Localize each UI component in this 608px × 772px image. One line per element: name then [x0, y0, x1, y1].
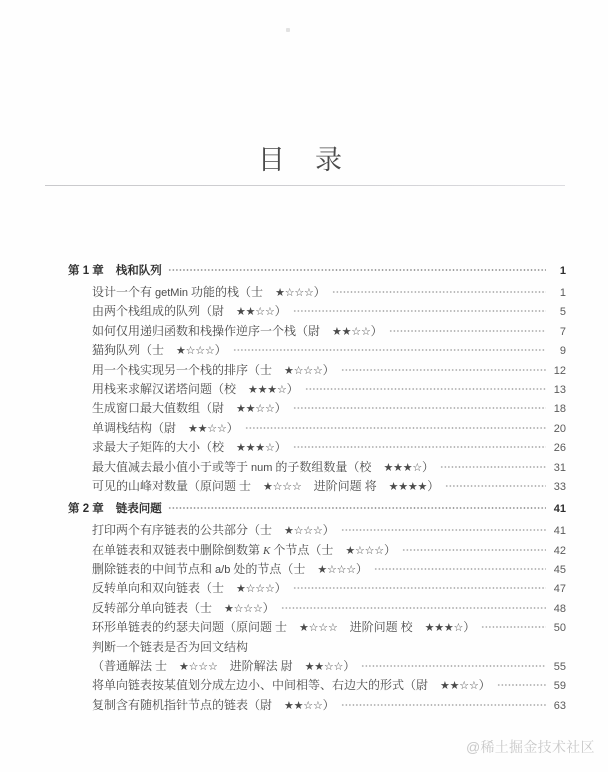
toc-entry-label: 判断一个链表是否为回文结构	[92, 639, 249, 654]
leader-dots	[374, 561, 546, 573]
toc-entry[interactable]	[0, 599, 608, 618]
page-number: 13	[553, 383, 566, 396]
toc-entry[interactable]	[0, 618, 608, 637]
difficulty-stars: ★★☆☆	[188, 422, 227, 435]
difficulty-stars: ★★★☆	[236, 442, 275, 455]
watermark: @稀土掘金技术社区	[466, 739, 595, 755]
toc-entry-label: 设计一个有 getMin 功能的栈（士 ★☆☆☆）	[92, 285, 326, 299]
difficulty-stars: ★★☆☆	[332, 325, 371, 338]
toc-entry-label: 单调栈结构（尉 ★★☆☆）	[92, 420, 239, 435]
toc-entry[interactable]	[0, 657, 608, 676]
title-divider	[45, 185, 565, 186]
difficulty-stars: ★☆☆☆	[263, 480, 302, 493]
inline-latin: num	[251, 461, 273, 474]
inline-latin: K	[263, 544, 271, 557]
difficulty-stars: ★★★★	[388, 480, 428, 493]
leader-dots	[293, 400, 546, 412]
page-number: 47	[553, 583, 566, 596]
difficulty-stars: ★☆☆☆	[224, 602, 263, 615]
toc-entry-label: 猫狗队列（士 ★☆☆☆）	[92, 343, 227, 358]
page-number: 20	[553, 422, 566, 435]
difficulty-stars: ★★☆☆	[304, 661, 344, 674]
difficulty-stars: ★★★☆	[248, 383, 287, 396]
toc-entry-label: 用一个栈实现另一个栈的排序（士 ★☆☆☆）	[92, 362, 335, 377]
chapter-heading[interactable]	[0, 262, 608, 281]
chapter-block	[0, 262, 608, 496]
leader-dots	[402, 542, 546, 554]
difficulty-stars: ★★☆☆	[440, 680, 479, 693]
difficulty-stars: ★★☆☆	[236, 306, 275, 319]
toc-entry[interactable]	[0, 676, 608, 695]
toc-entry-label: 反转部分单向链表（士 ★☆☆☆）	[92, 600, 275, 615]
toc-entry-label: 反转单向和双向链表（士 ★☆☆☆）	[92, 581, 287, 596]
difficulty-stars: ★☆☆☆	[275, 287, 314, 299]
difficulty-stars: ★☆☆☆	[345, 544, 384, 557]
toc-entry-label: 最大值减去最小值小于或等于 num 的子数组数量（校 ★★★☆）	[92, 459, 435, 474]
page-number: 26	[553, 442, 566, 455]
chapter-number: 第 2 章	[68, 503, 104, 516]
toc-entry[interactable]	[0, 560, 608, 579]
toc-entry[interactable]	[0, 638, 608, 657]
toc-entry-label: 由两个栈组成的队列（尉 ★★☆☆）	[92, 304, 287, 319]
difficulty-stars: ★★★☆	[424, 622, 464, 635]
leader-dots	[168, 263, 546, 275]
page-number: 33	[553, 480, 566, 493]
page-number: 31	[553, 461, 566, 474]
page-number: 5	[559, 306, 566, 319]
page-number: 59	[553, 680, 566, 693]
toc-entry[interactable]	[0, 341, 608, 360]
toc-entry[interactable]	[0, 521, 608, 540]
chapter-number: 第 1 章	[68, 265, 104, 277]
page-number: 18	[553, 403, 566, 416]
toc-entry-label: 删除链表的中间节点和 a/b 处的节点（士 ★☆☆☆）	[92, 562, 368, 577]
page-number: 1	[559, 265, 566, 277]
toc-entry[interactable]	[0, 361, 608, 380]
toc-entry-label: 将单向链表按某值划分成左边小、中间相等、右边大的形式（尉 ★★☆☆）	[92, 678, 491, 693]
leader-dots	[341, 362, 546, 374]
difficulty-stars: ★☆☆☆	[317, 564, 356, 577]
toc-entry-label: 环形单链表的约瑟夫问题（原问题 士 ★☆☆☆ 进阶问题 校 ★★★☆）	[92, 620, 476, 635]
toc-entry-label: 在单链表和双链表中删除倒数第 K 个节点（士 ★☆☆☆）	[92, 542, 396, 557]
toc-entry[interactable]	[0, 380, 608, 399]
inline-latin: getMin	[155, 287, 189, 299]
toc-entry-label: 生成窗口最大值数组（尉 ★★☆☆）	[92, 401, 287, 416]
chapter-block	[0, 500, 608, 715]
leader-dots	[254, 639, 562, 651]
toc-entry[interactable]	[0, 541, 608, 560]
leader-dots	[361, 658, 546, 670]
chapter-title: 栈和队列	[115, 265, 162, 277]
toc-entry[interactable]	[0, 438, 608, 457]
page-number: 12	[553, 364, 566, 377]
page-number: 63	[553, 699, 566, 712]
toc-entry[interactable]	[0, 477, 608, 496]
leader-dots	[293, 439, 546, 451]
leader-dots	[293, 303, 546, 315]
page-number: 55	[553, 661, 566, 674]
difficulty-stars: ★☆☆☆	[299, 622, 338, 635]
leader-dots	[305, 381, 546, 393]
leader-dots	[293, 580, 546, 592]
difficulty-stars: ★☆☆☆	[284, 364, 323, 377]
chapter-title: 链表问题	[115, 503, 162, 516]
toc-entry-label: 可见的山峰对数量（原问题 士 ★☆☆☆ 进阶问题 将 ★★★★）	[92, 478, 440, 493]
inline-latin: a/b	[215, 564, 231, 577]
toc-entry-label: 打印两个有序链表的公共部分（士 ★☆☆☆）	[92, 523, 335, 538]
toc-entry[interactable]	[0, 458, 608, 477]
difficulty-stars: ★★★☆	[383, 461, 423, 474]
page-number: 41	[553, 503, 566, 516]
page-number: 41	[553, 525, 566, 538]
page-number: 48	[553, 602, 566, 615]
leader-dots	[389, 323, 546, 335]
leader-dots	[341, 522, 546, 534]
toc-entry-label: 复制含有随机指针节点的链表（尉 ★★☆☆）	[92, 697, 335, 712]
leader-dots	[168, 501, 546, 513]
toc-list	[0, 262, 608, 715]
page-title	[0, 138, 608, 177]
toc-entry[interactable]	[0, 399, 608, 418]
toc-entry[interactable]	[0, 579, 608, 598]
title-char-1: 目	[257, 145, 293, 175]
difficulty-stars: ★★☆☆	[284, 699, 323, 712]
toc-entry-label: 如何仅用递归函数和栈操作逆序一个栈（尉 ★★☆☆）	[92, 323, 383, 338]
title-char-2: 录	[315, 145, 351, 175]
page-number: 1	[559, 287, 566, 299]
page-number: 45	[553, 564, 566, 577]
leader-dots	[497, 677, 546, 689]
difficulty-stars: ★☆☆☆	[179, 661, 218, 674]
toc-entry[interactable]	[0, 419, 608, 438]
leader-dots	[440, 459, 546, 471]
page-number: 50	[553, 622, 566, 635]
difficulty-stars: ★☆☆☆	[236, 583, 275, 596]
leader-dots	[445, 478, 546, 490]
toc-entry-label: 求最大子矩阵的大小（校 ★★★☆）	[92, 440, 287, 455]
leader-dots	[341, 697, 546, 709]
page-speck	[286, 28, 290, 32]
toc-entry[interactable]	[0, 696, 608, 715]
toc-entry[interactable]	[0, 302, 608, 321]
leader-dots	[233, 342, 546, 354]
chapter-heading[interactable]	[0, 500, 608, 519]
toc-entry[interactable]	[0, 283, 608, 302]
page-number: 9	[559, 345, 566, 358]
difficulty-stars: ★☆☆☆	[176, 345, 215, 358]
leader-dots	[245, 420, 546, 432]
leader-dots	[481, 619, 546, 631]
difficulty-stars: ★★☆☆	[236, 403, 275, 416]
toc-entry-label: 用栈来求解汉诺塔问题（校 ★★★☆）	[92, 381, 299, 396]
leader-dots	[281, 600, 546, 612]
page-number: 7	[559, 325, 566, 338]
page-number: 42	[553, 544, 566, 557]
toc-entry-label: （普通解法 士 ★☆☆☆ 进阶解法 尉 ★★☆☆）	[92, 659, 356, 674]
toc-entry[interactable]	[0, 322, 608, 341]
leader-dots	[332, 284, 546, 296]
difficulty-stars: ★☆☆☆	[284, 525, 323, 538]
